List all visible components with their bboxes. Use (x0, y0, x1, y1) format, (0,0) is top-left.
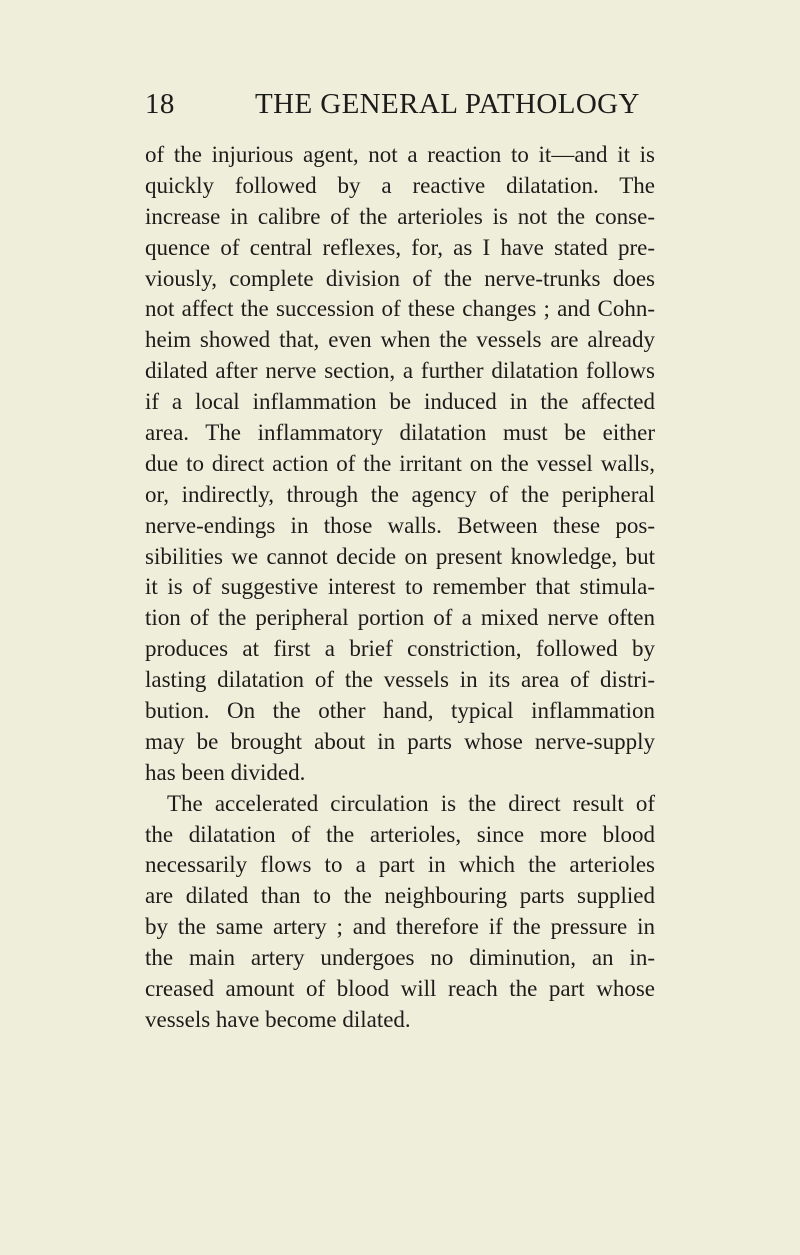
page-number: 18 (145, 88, 175, 120)
text-line: heim showed that, even when the vessels are already (145, 327, 655, 353)
text-line: not affect the succession of these changes ; and Cohn- (145, 296, 655, 322)
text-line: nerve-endings in those walls. Between these pos- (145, 512, 655, 538)
text-line: or, indirectly, through the agency of the peripheral (145, 481, 655, 507)
running-head (145, 84, 665, 124)
text-line: of the injurious agent, not a reaction to it—and it is (145, 142, 655, 167)
text-line: the main artery undergoes no diminution, an in- (145, 945, 655, 971)
text-line: increase in calibre of the arterioles is not the conse- (145, 203, 655, 229)
text-line: area. The inflammatory dilatation must be either (145, 420, 655, 446)
text-line: by the same artery ; and therefore if the pressure in (145, 914, 655, 940)
body-text (145, 140, 655, 1036)
text-line: it is of suggestive interest to remember that stimula- (145, 574, 655, 600)
text-line: quickly followed by a reactive dilatation. The (145, 172, 655, 198)
text-line: tion of the peripheral portion of a mixed nerve often (145, 605, 655, 631)
text-line: viously, complete division of the nerve-trunks does (145, 265, 655, 291)
text-line: quence of central reflexes, for, as I have stated pre- (145, 234, 655, 260)
text-line: produces at first a brief constriction, followed by (145, 636, 655, 662)
paragraph-end-line: has been divided. (145, 759, 306, 785)
text-line: sibilities we cannot decide on present knowledge, but (145, 543, 655, 569)
text-line: are dilated than to the neighbouring parts supplied (145, 883, 655, 909)
paragraph-start-line: The accelerated circulation is the direct result of (167, 790, 655, 816)
paragraph-end-line: vessels have become dilated. (145, 1006, 411, 1032)
text-line: creased amount of blood will reach the part whose (145, 976, 655, 1002)
text-line: the dilatation of the arterioles, since more blood (145, 821, 655, 847)
text-line: bution. On the other hand, typical inflammation (145, 698, 655, 724)
text-line: necessarily flows to a part in which the arterioles (145, 852, 655, 878)
text-line: due to direct action of the irritant on the vessel walls, (145, 450, 655, 476)
text-line: lasting dilatation of the vessels in its area of distri- (145, 667, 655, 693)
running-title: THE GENERAL PATHOLOGY (255, 88, 640, 120)
text-line: if a local inflammation be induced in the affected (145, 389, 655, 415)
text-line: may be brought about in parts whose nerve-supply (145, 728, 655, 754)
text-line: dilated after nerve section, a further dilatation follows (145, 358, 655, 384)
